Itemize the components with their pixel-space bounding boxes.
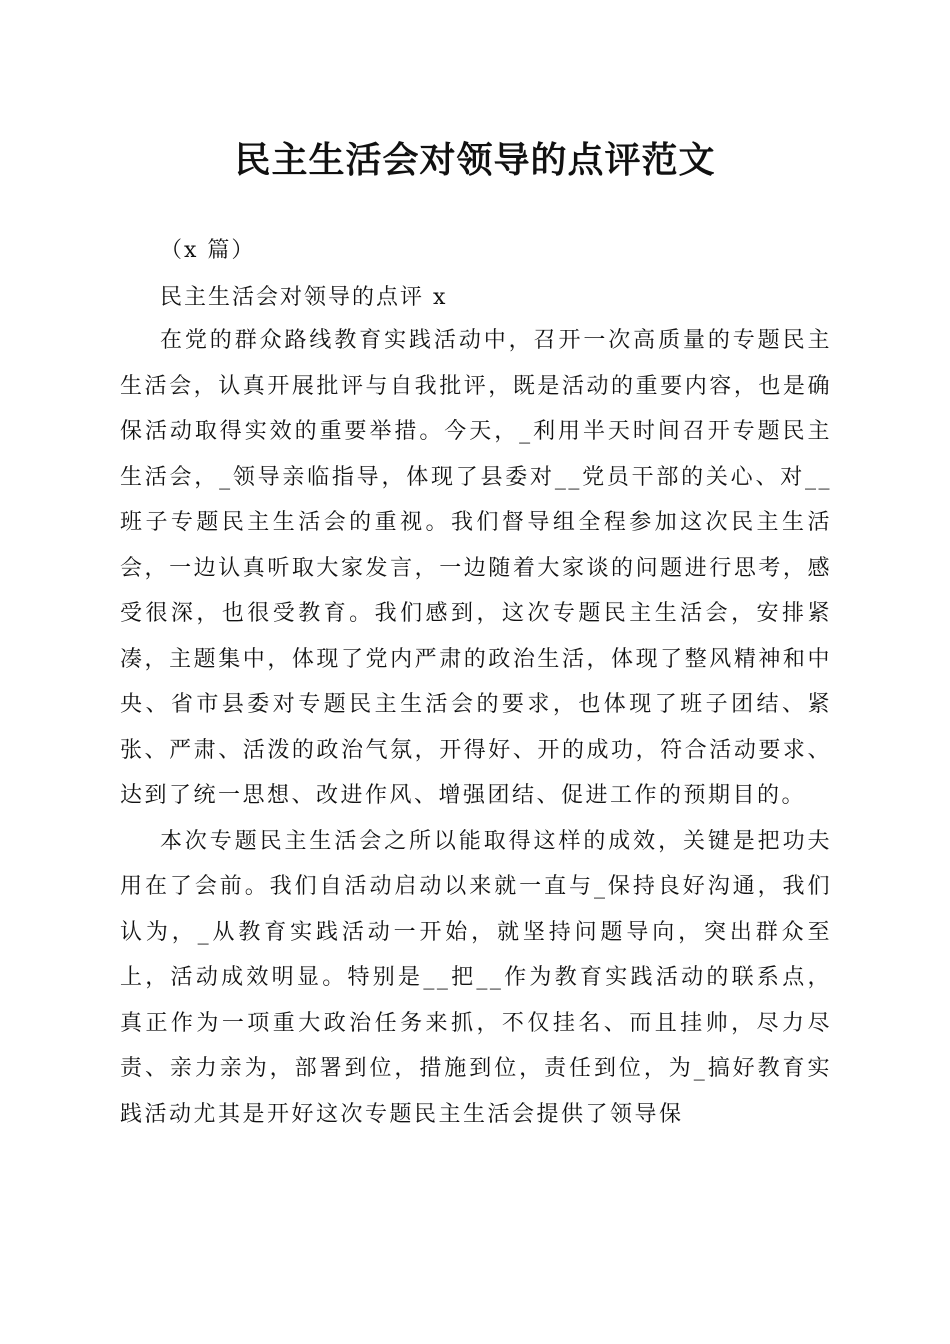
paragraph: 本次专题民主生活会之所以能取得这样的成效，关键是把功夫用在了会前。我们自活动启动以来就一直与_保持良好沟通，我们认为，_从教育实践活动一开始，就坚持问题导向，突出群众至上，活动成效明显。特别是__把__作为教育实践活动的联系点，真正作为一项重大政治任务来抓，不仅挂名、而且挂帅，尽力尽责、亲力亲为，部署到位，措施到位，责任到位，为_搞好教育实践活动尤其是开好这次专题民主生活会提供了领导保 — [120, 828, 832, 1127]
document-subtitle: （x 篇） — [160, 238, 256, 263]
document-title: 民主生活会对领导的点评范文 — [234, 139, 716, 181]
document-body — [120, 318, 832, 1137]
paragraph: 在党的群众路线教育实践活动中，召开一次高质量的专题民主生活会，认真开展批评与自我批评，既是活动的重要内容，也是确保活动取得实效的重要举措。今天，_利用半天时间召开专题民主生活会，_领导亲临指导，体现了县委对__党员干部的关心、对__班子专题民主生活会的重视。我们督导组全程参加这次民主生活会，一边认真听取大家发言，一边随着大家谈的问题进行思考，感受很深，也很受教育。我们感到，这次专题民主生活会，安排紧凑，主题集中，体现了党内严肃的政治生活，体现了整风精神和中央、省市县委对专题民主生活会的要求，也体现了班子团结、紧张、严肃、活泼的政治气氛，开得好、开的成功，符合活动要求、达到了统一思想、改进作风、增强团结、促进工作的预期目的。 — [120, 328, 832, 808]
section-heading: 民主生活会对领导的点评 x — [160, 285, 448, 310]
